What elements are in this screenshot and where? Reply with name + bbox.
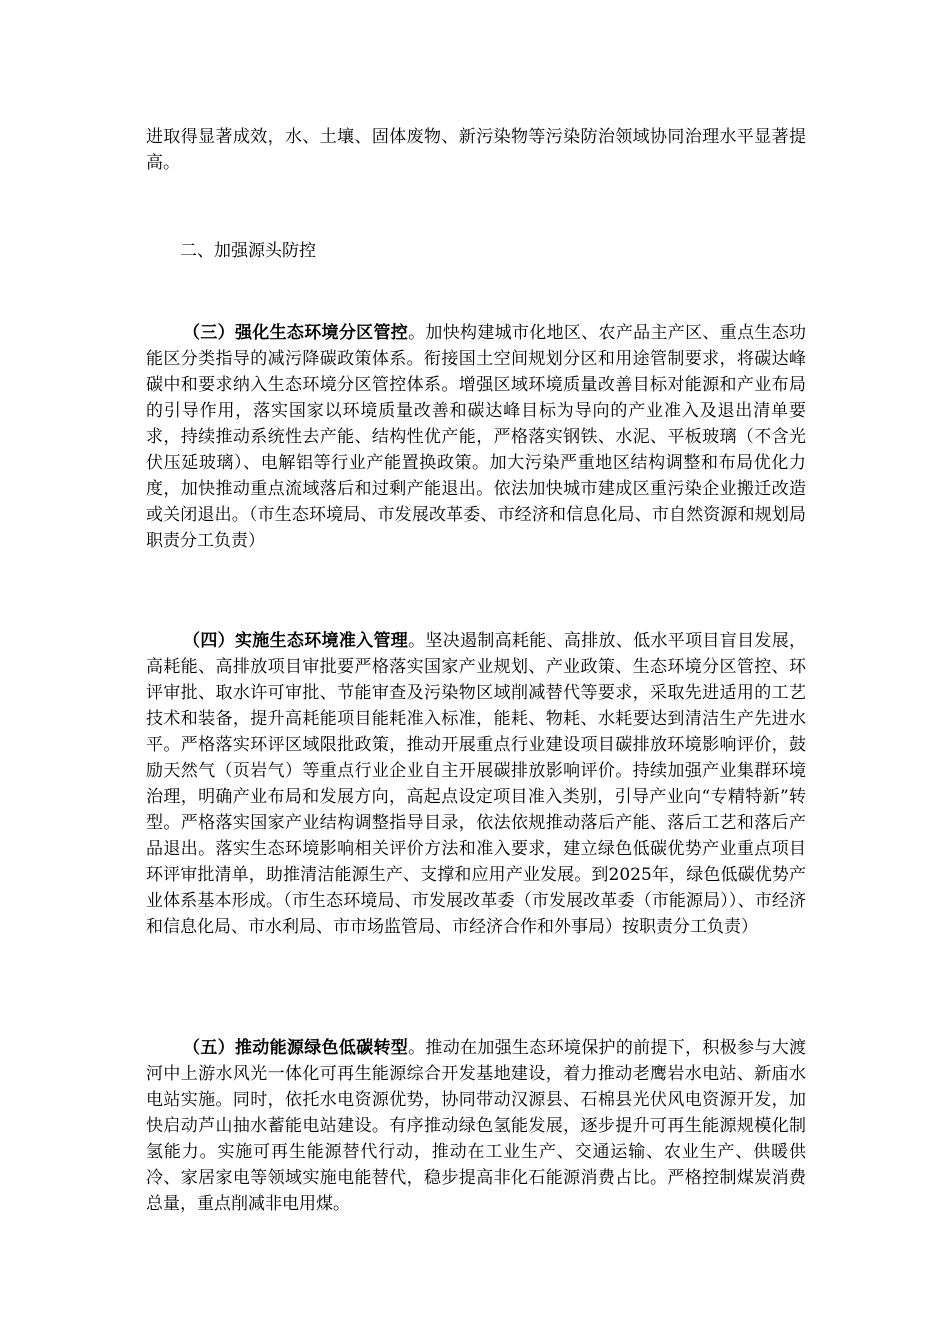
paragraph-continuation: 进取得显著成效，水、土壤、固体废物、新污染物等污染防治领域协同治理水平显著提高。 <box>146 127 806 173</box>
section-heading: 二、加强源头防控 <box>180 241 316 261</box>
paragraph-3 <box>146 320 806 554</box>
paragraph-4-lead: （四）实施生态环境准入管理 <box>183 631 409 651</box>
paragraph-5-body: 。推动在加强生态环境保护的前提下，积极参与大渡河中上游水风光一体化可再生能源综合开发基地建设，着力推动老鹰岩水电站、新庙水电站实施。同时，依托水电资源优势，协同带动汉源县、石棉县光伏风电资源开发，加快启动芦山抽水蓄能电站建设。有序推动绿色氢能发展，逐步提升可再生能源规模化制氢能力。实施可再生能源替代行动，推动在工业生产、交通运输、农业生产、供暖供冷、家居家电等领域实施电能替代，稳步提高非化石能源消费占比。严格控制煤炭消费总量，重点削减非电用煤。 <box>146 1038 807 1214</box>
paragraph-4 <box>146 628 806 940</box>
paragraph-4-body: 。坚决遏制高耗能、高排放、低水平项目盲目发展，高耗能、高排放项目审批要严格落实国家产业规划、产业政策、生态环境分区管控、环评审批、取水许可审批、节能审查及污染物区域削减替代等要求，采取先进适用的工艺技术和装备，提升高耗能项目能耗准入标准，能耗、物耗、水耗要达到清洁生产先进水平。严格落实环评区域限批政策，推动开展重点行业建设项目碳排放环境影响评价，鼓励天然气（页岩气）等重点行业企业自主开展碳排放影响评价。持续加强产业集群环境治理，明确产业布局和发展方向，高起点设定项目准入类别，引导产业向“专精特新”转型。严格落实国家产业结构调整指导目录，依法依规推动落后产能、落后工艺和落后产品退出。落实生态环境影响相关评价方法和准入要求，建立绿色低碳优势产业重点项目环评审批清单，助推清洁能源生产、支撑和应用产业发展。到2025年，绿色低碳优势产业体系基本形成。（市生态环境局、市发展改革委（市发展改革委（市能源局））、市经济和信息化局、市水利局、市市场监管局、市经济合作和外事局）按职责分工负责） <box>146 631 807 937</box>
paragraph-5 <box>146 1035 806 1217</box>
paragraph-3-body: 。加快构建城市化地区、农产品主产区、重点生态功能区分类指导的减污降碳政策体系。衔接国土空间规划分区和用途管制要求，将碳达峰碳中和要求纳入生态环境分区管控体系。增强区域环境质量改善目标对能源和产业布局的引导作用，落实国家以环境质量改善和碳达峰目标为导向的产业准入及退出清单要求，持续推动系统性去产能、结构性优产能，严格落实钢铁、水泥、平板玻璃（不含光伏压延玻璃）、电解铝等行业产能置换政策。加大污染严重地区结构调整和布局优化力度，加快推动重点流域落后和过剩产能退出。依法加快城市建成区重污染企业搬迁改造或关闭退出。（市生态环境局、市发展改革委、市经济和信息化局、市自然资源和规划局职责分工负责） <box>146 323 807 551</box>
paragraph-5-lead: （五）推动能源绿色低碳转型 <box>183 1038 409 1058</box>
paragraph-3-lead: （三）强化生态环境分区管控 <box>183 323 409 343</box>
